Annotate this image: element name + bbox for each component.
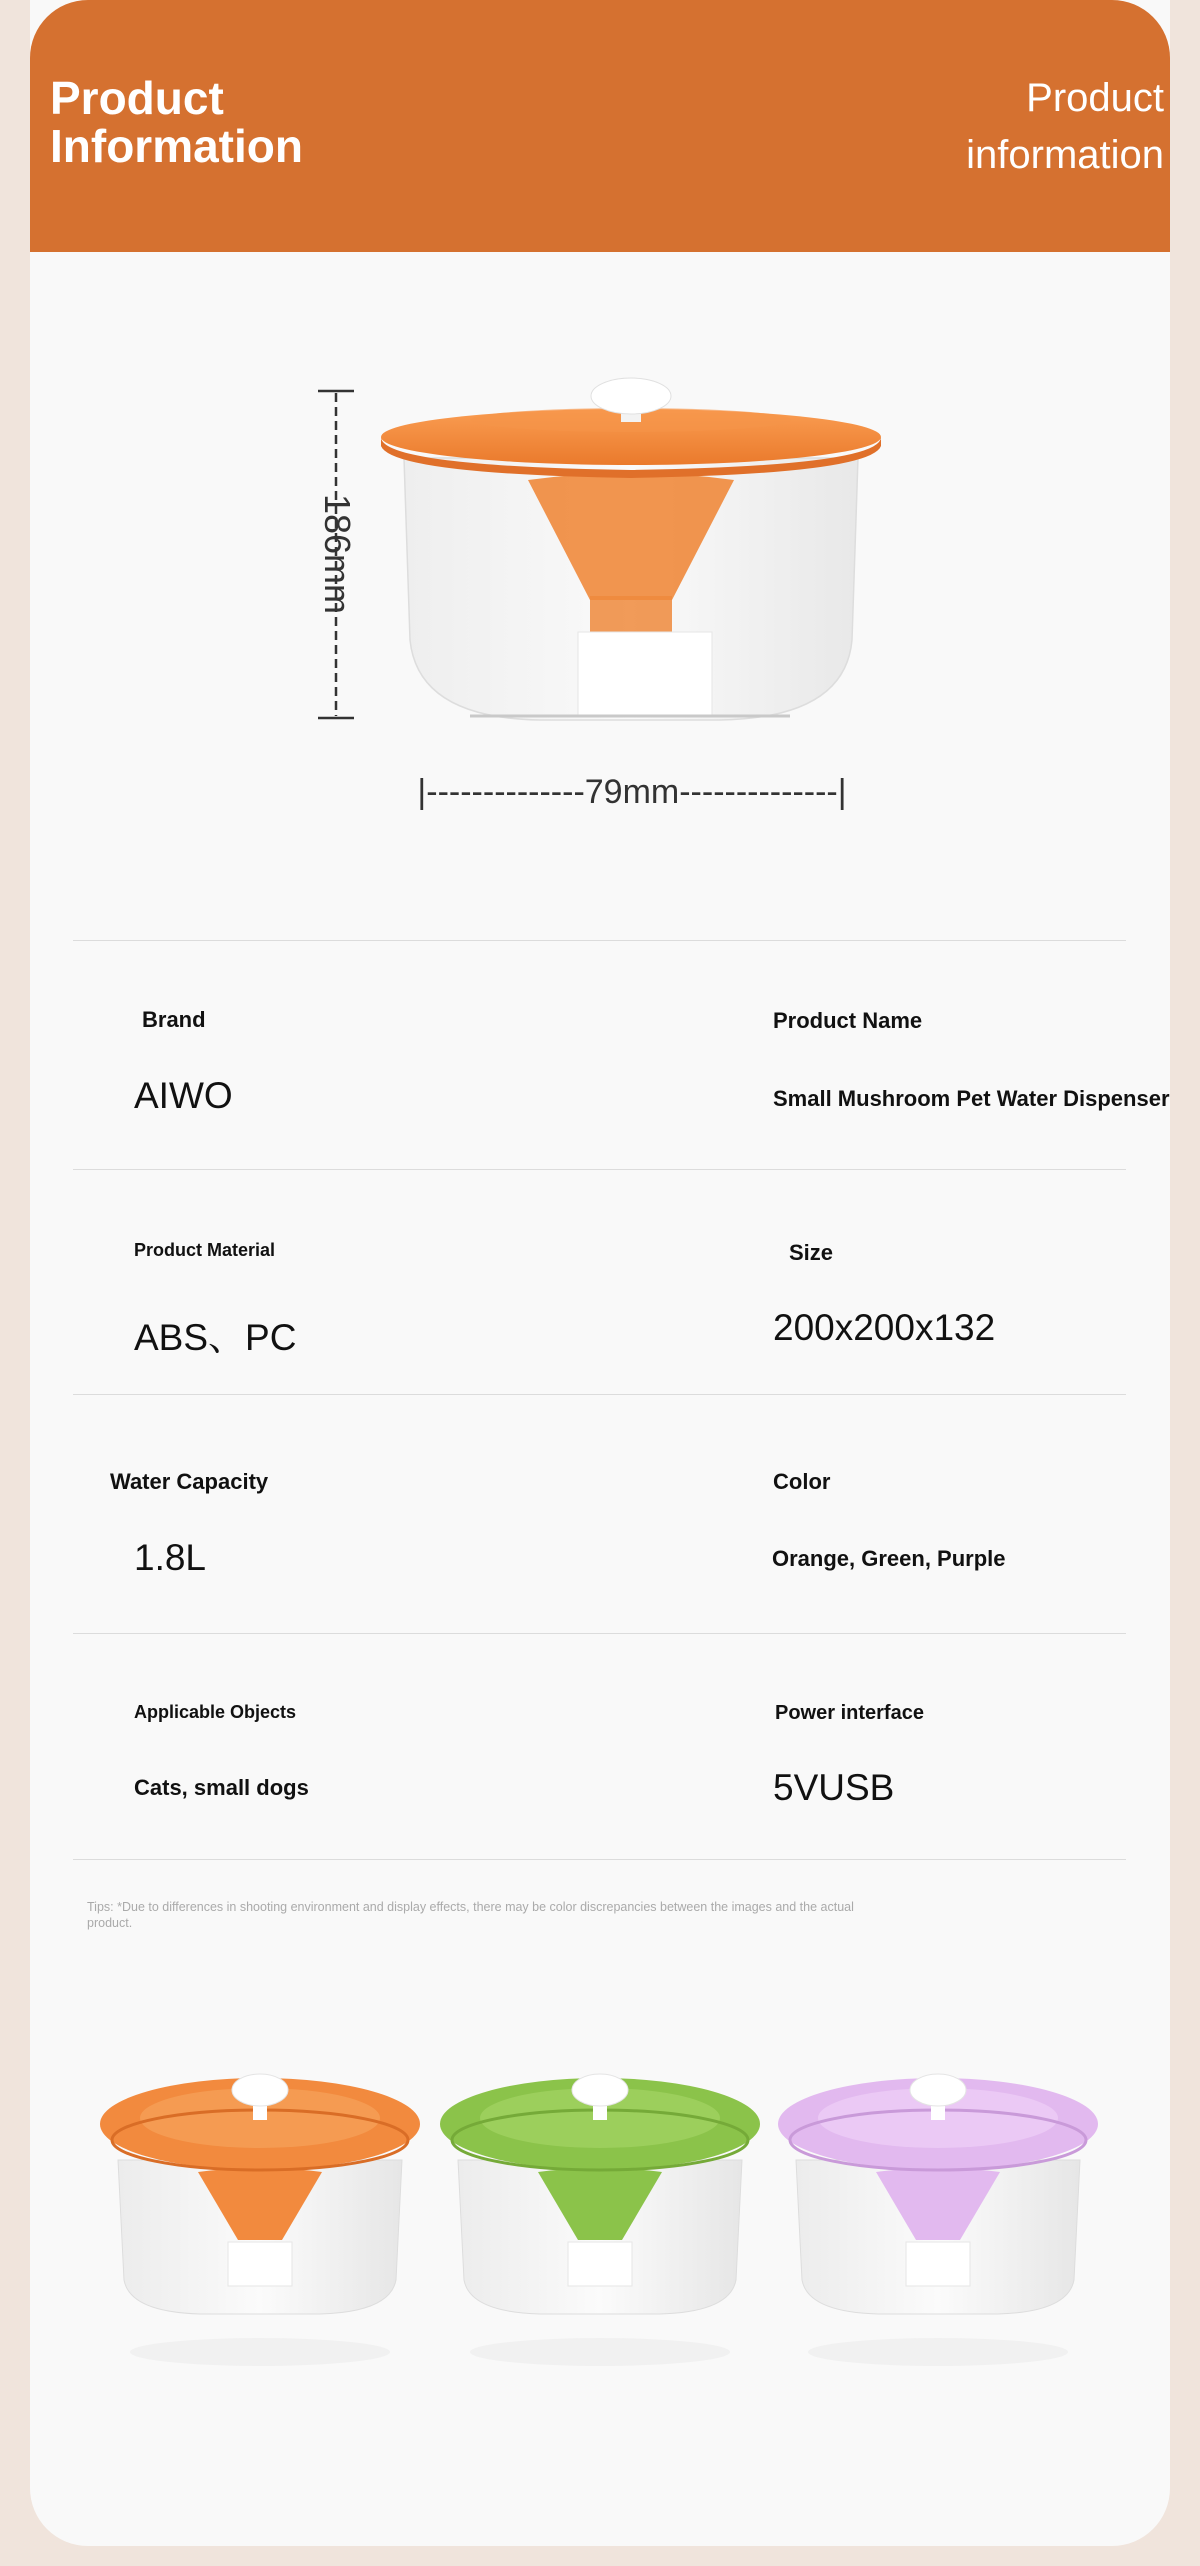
spec-label-power-interface: Power interface: [775, 1702, 924, 1724]
spec-label-applicable-objects: Applicable Objects: [134, 1702, 297, 1722]
header-title-right-line2: information: [966, 133, 1164, 177]
dimension-svg: [0, 0, 1200, 900]
spec-label-material: Product Material: [134, 1240, 276, 1260]
orange-dispenser-image: [100, 2074, 420, 2366]
width-dimension-label: |--------------79mm--------------|: [417, 773, 847, 811]
divider-3: [73, 1394, 1126, 1395]
spec-value-brand: AIWO: [134, 1075, 233, 1116]
color-disclaimer-tips: Tips: *Due to differences in shooting environment and display effects, there may be color discrepancies between the images and the actual product.: [87, 1900, 854, 1930]
spec-label-size: Size: [789, 1240, 834, 1265]
header-title-right-line1: Product: [1026, 76, 1164, 120]
spec-value-product-name: Small Mushroom Pet Water Dispenser: [773, 1086, 1170, 1111]
color-variants: [0, 2040, 1200, 2370]
purple-dispenser-image: [778, 2074, 1098, 2366]
spec-label-color: Color: [773, 1469, 831, 1494]
divider-2: [73, 1169, 1126, 1170]
orange-dispenser-main-image: [381, 378, 881, 720]
spec-value-color: Orange, Green, Purple: [772, 1546, 1006, 1571]
divider-1: [73, 940, 1126, 941]
header-title-left: Product Information: [50, 72, 303, 172]
spec-label-brand: Brand: [142, 1007, 206, 1032]
spec-value-water-capacity: 1.8L: [134, 1537, 207, 1578]
spec-label-product-name: Product Name: [773, 1008, 923, 1033]
spec-label-water-capacity: Water Capacity: [110, 1469, 269, 1494]
dimension-figure: [0, 0, 1200, 900]
spec-value-size: 200x200x132: [773, 1307, 996, 1348]
divider-4: [73, 1633, 1126, 1634]
green-dispenser-image: [440, 2074, 760, 2366]
spec-value-applicable-objects: Cats, small dogs: [134, 1775, 309, 1800]
spec-value-power-interface: 5VUSB: [773, 1767, 895, 1808]
divider-5: [73, 1859, 1126, 1860]
spec-value-material: ABS、PC: [134, 1317, 297, 1358]
height-dimension-label: 186mm: [317, 493, 358, 615]
